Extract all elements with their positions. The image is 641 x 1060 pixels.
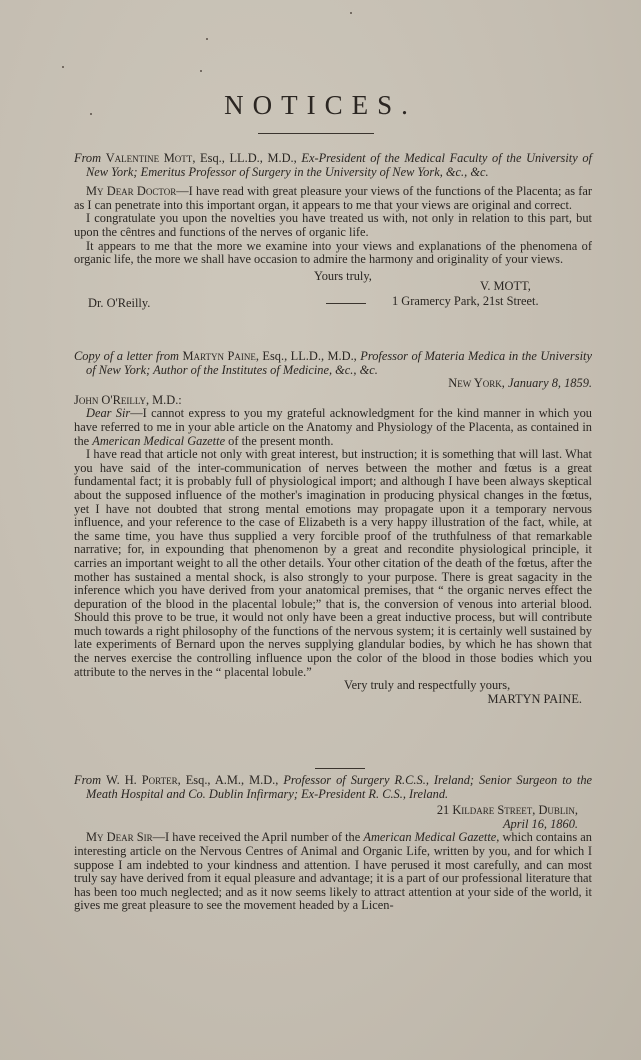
porter-letter — [74, 774, 592, 913]
mott-salutation: My Dear Doctor — [86, 184, 177, 199]
paper-speck — [350, 12, 352, 14]
porter-heading-from: From — [74, 773, 107, 787]
paine-place: New York, — [448, 376, 509, 391]
paine-p1-text: —I cannot express to you my grateful acknowledgment for the kind manner in which you have referred to me in your able article on the Anatomy and Physiology of the Placenta, as contained in the — [74, 406, 592, 448]
paine-heading-intro: Copy of a letter from — [74, 349, 179, 363]
mott-signature: V. MOTT, — [480, 278, 531, 293]
porter-address — [74, 804, 592, 818]
paper-speck — [62, 66, 64, 68]
paine-addressee: John O'Reilly, M.D.: — [74, 392, 182, 407]
paine-heading — [74, 350, 592, 377]
paine-heading-italic: Professor of Materia Medica in the University of New York; Author of the Institutes of Medicine, &c., &c. — [86, 349, 592, 377]
mott-heading — [74, 152, 592, 179]
paine-paragraph-1 — [74, 407, 592, 448]
mott-paragraph-1 — [74, 185, 592, 212]
paine-heading-rest: , Esq., LL.D., M.D., — [255, 349, 361, 363]
porter-heading — [74, 774, 592, 801]
paine-p1-end: of the present month. — [225, 433, 334, 448]
page-title: NOTICES. — [224, 90, 417, 120]
paine-date: January 8, 1859. — [508, 376, 592, 391]
paper-speck — [206, 38, 208, 40]
mott-recipient: Dr. O'Reilly. — [88, 295, 151, 310]
mott-paragraph-2: I congratulate you upon the novelties you have treated us with, not only in relation to this part, but upon the cêntres and functions of the nerves of organic life. — [74, 211, 592, 239]
paine-letter — [74, 350, 592, 706]
paine-closing: Very truly and respectfully yours, — [344, 678, 511, 693]
porter-p1-end: which contains an interesting article on the Nervous Centres of Animal and Organic Life, written by you, and for which I suppose I am indebted to your kindness and attention. I have perused it most carefully, and can most truly say have derived from it equal pleasure and advantage; it is a part of our professional literature that has been too much neglected; and as it now seems likely to attract attention at your side of the world, it gives me great pleasure to see the movement headed by a Licen- — [74, 830, 592, 913]
porter-address-text: 21 Kildare Street, Dublin, — [436, 803, 578, 818]
paper-speck — [200, 70, 202, 72]
mott-paragraph-3: It appears to me that the more we examine into your views and explanations of the phenomena of organic life, the more we shall have occasion to admire the harmony and originality of your views. — [74, 238, 592, 267]
paine-paragraph-2: I have read that article not only with great interest, but instruction; it is something that will last. What you have said of the inter-communication of nerves between the mother and fœtus is a great fundamental fact; it is probably full of physiological import; and although I have been always skeptical about the supposed influence of the mother's imagination in producing physical changes in the fœtus, yet I have not doubted that strong mental emotions may propagate upon it a temporary nervous influence, and your reference to the case of Elizabeth is a very happy illustration of the fact, while, at the same time, you have thus supplied a very forcible proof of the truthfulness of that remarkable narrative; for, in expounding that phenomenon by a great and recondite physiological principle, it carries an important weight to all the other details. Your other citation of the death of the fœtus, after the mother has sustained a mental shock, is also strongly to your purpose. There is great sagacity in the inference which you have derived from your anatomical premises, that “ the organic nerves effect the depuration of the blood in the placental lobule;” that is, the conversion of venous into arterial blood. Should this prove to be true, it would not only have been a great inductive process, but will contribute much towards a right philosophy of the functions of the nervous system; it is certainly well sustained by late experiments of Bernard upon the nerves supplying glandular bodies, by which he has shown that the nerves exercise the controlling influence upon the color of the blood in those bodies which you attribute to the nerves in the “ placental lobule.” — [74, 447, 592, 679]
porter-p1-text: —I have received the April number of the — [152, 830, 364, 845]
mott-closing: Yours truly, — [314, 268, 372, 283]
mott-short-rule — [326, 303, 366, 304]
porter-heading-rest: , Esq., A.M., M.D., — [177, 773, 284, 787]
paine-salutation: Dear Sir — [86, 406, 131, 421]
mott-p1-text: —I have read with great pleasure your views of the functions of the Placenta; as far as I can penetrate into this important organ, it appears to me that your views are original and correct. — [74, 184, 592, 212]
mott-heading-italic: Ex-President of the Medical Faculty of the University of New York; Emeritus Professor of Surgery in the University of New York, &c., &c. — [86, 151, 592, 179]
porter-paragraph-1 — [74, 831, 592, 913]
mott-address: 1 Gramercy Park, 21st Street. — [392, 293, 539, 308]
letter-separator — [315, 768, 365, 769]
porter-date: April 16, 1860. — [502, 816, 578, 831]
mott-signoff — [74, 267, 592, 311]
porter-salutation: My Dear Sir — [86, 830, 153, 845]
paine-p1-italic: American Medical Gazette — [92, 433, 226, 448]
porter-heading-name: W. H. Porter — [106, 773, 178, 787]
porter-heading-italic: Professor of Surgery R.C.S., Ireland; Senior Surgeon to the Meath Hospital and Co. Dublin Infirmary; Ex-President R. C.S., Ireland. — [86, 773, 593, 801]
mott-heading-name: Valentine Mott — [105, 151, 193, 165]
mott-letter — [74, 152, 592, 311]
mott-heading-rest: , Esq., LL.D., M.D., — [192, 151, 302, 165]
title-rule — [258, 133, 374, 134]
porter-p1-italic: American Medical Gazette, — [363, 830, 500, 845]
paine-heading-name: Martyn Paine — [182, 349, 256, 363]
mott-heading-from: From — [74, 151, 106, 165]
paine-dateline — [74, 377, 592, 391]
paine-signature: MARTYN PAINE. — [487, 691, 582, 706]
